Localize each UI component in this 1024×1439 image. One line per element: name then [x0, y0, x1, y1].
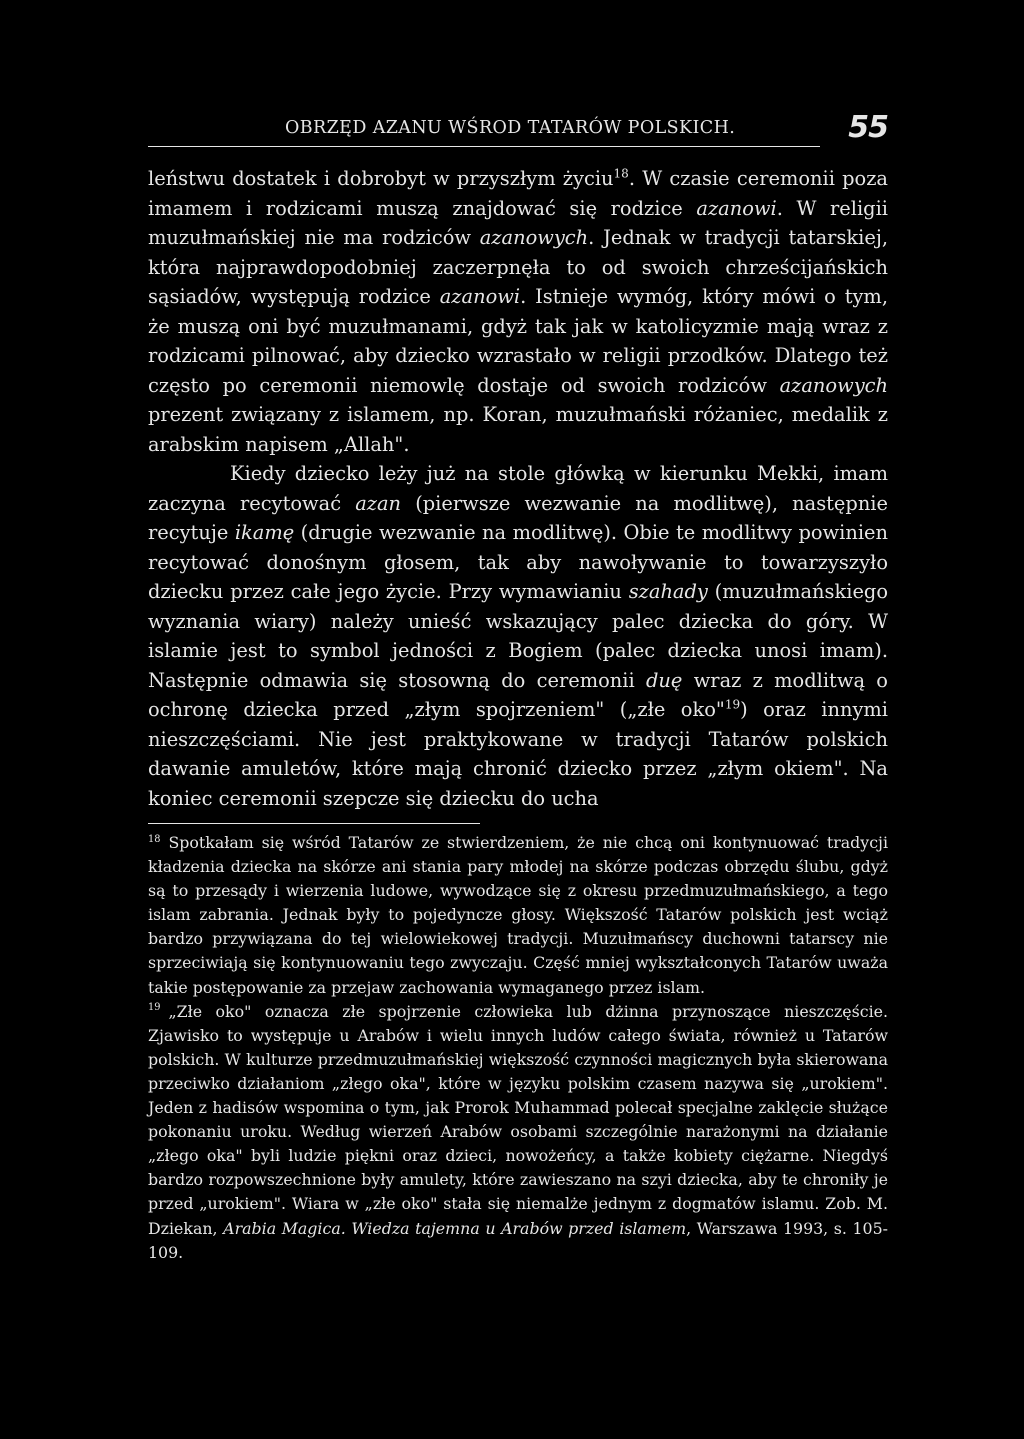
italic-term: azanowych: [779, 373, 888, 397]
italic-term: duę: [646, 668, 683, 692]
text-run: Spotkałam się wśród Tatarów ze stwierdzeniem, że nie chcą oni kontynuować tradycji kładzenia dziecka na skórze ani stania pary młodej na skórze podczas obrzędu ślubu, gdyż są to przesądy i wierzenia ludowe, wywodzące się z okresu przedmuzułmańskiego, a tego islam zabrania. Jednak były to pojedyncze głosy. Większość Tatarów polskich jest wciąż bardzo przywiązana do tej wielowiekowej tradycji. Muzułmańscy duchowni tatarscy nie sprzeciwiają się kontynuowaniu tego zwyczaju. Część mniej wykształconych Tatarów uważa takie postępowanie za przejaw zachowania wymaganego przez islam.: [148, 833, 888, 997]
text-run: . W religii muzułmańskiej nie ma rodziców: [148, 196, 888, 249]
text-run: ) oraz innymi nieszczęściami. Nie jest praktykowane w tradycji Tatarów polskich dawanie amuletów, które mają chronić dziecko przez „złym okiem". Na koniec ceremonii szepcze się dziecku do ucha: [148, 698, 888, 810]
italic-term: ikamę: [234, 521, 295, 544]
italic-term: azanowi: [696, 196, 777, 220]
text-run: Kiedy dziecko leży już na stole główką w kierunku Mekki, imam zaczyna recytować: [148, 462, 888, 515]
text-run: . Istnieje wymóg, który mówi o tym, że muszą oni być muzułmanami, gdyż tak jak w katolicyzmie mają wraz z rodzicami pilnować, aby dziecko wzrastało w religii przodków. Dlatego też często po ceremonii niemowlę dostaje od swoich rodziców: [148, 285, 888, 397]
footnote-marker: 19: [724, 697, 741, 712]
main-text: [148, 164, 888, 813]
footnote-marker: 18: [148, 833, 161, 845]
text-run: (drugie wezwanie na modlitwę). Obie te modlitwy powinien recytować donośnym głosem, tak aby nawoływanie to towarzyszyło dziecku przez całe jego życie. Przy wymawianiu: [148, 521, 888, 603]
text-run: , Warszawa 1993, s. 105-109.: [148, 1218, 888, 1262]
footnote-rule: [148, 823, 480, 824]
paragraph: [148, 459, 888, 813]
text-run: wraz z modlitwą o ochronę dziecka przed „złym spojrzeniem" („złe oko": [148, 668, 888, 721]
footnote-18: [148, 831, 888, 1000]
page-header: [148, 108, 888, 158]
text-run: . W czasie ceremonii poza imamem i rodzicami muszą znajdować się rodzice: [148, 167, 888, 220]
paragraph: [148, 164, 888, 459]
text-run: . Jednak w tradycji tatarskiej, która najprawdopodobniej zaczerpnęła to od swoich chrześcijańskich sąsiadów, występują rodzice: [148, 226, 888, 308]
text-run: prezent związany z islamem, np. Koran, muzułmański różaniec, medalik z arabskim napisem „Allah".: [148, 403, 888, 456]
footnotes: [148, 831, 888, 1265]
italic-term: azanowi: [439, 285, 521, 308]
footnote-marker: 19: [148, 1002, 161, 1014]
footnote-19: [148, 1000, 888, 1265]
italic-term: Arabia Magica. Wiedza tajemna u Arabów przed islamem: [223, 1218, 687, 1238]
italic-term: azan: [355, 491, 402, 515]
text-run: (pierwsze wezwanie na modlitwę), następnie recytuje: [148, 491, 888, 544]
running-title: OBRZĘD AZANU WŚROD TATARÓW POLSKICH.: [285, 118, 736, 138]
page-number: 55: [848, 110, 888, 145]
header-rule: [148, 146, 820, 147]
footnote-marker: 18: [613, 166, 629, 181]
italic-term: azanowych: [479, 226, 589, 249]
italic-term: szahady: [628, 580, 708, 603]
text-run: (muzułmańskiego wyznania wiary) należy unieść wskazujący palec dziecka do góry. W islamie jest to symbol jedności z Bogiem (palec dziecka unosi imam). Następnie odmawia się stosowną do ceremonii: [148, 580, 889, 692]
text-run: leństwu dostatek i dobrobyt w przyszłym życiu: [148, 167, 614, 190]
text-run: „Złe oko" oznacza złe spojrzenie człowieka lub dżinna przynoszące nieszczęście. Zjawisko to występuje u Arabów i wielu innych ludów całego świata, również u Tatarów polskich. W kulturze przedmuzułmańskiej większość czynności magicznych była skierowana przeciwko działaniom „złego oka", które w języku polskim czasem nazywa się „urokiem". Jeden z hadisów wspomina o tym, jak Prorok Muhammad polecał specjalne zaklęcie służące pokonaniu uroku. Według wierzeń Arabów osobami szczególnie narażonymi na działanie „złego oka" byli ludzie piękni oraz dzieci, nowożeńcy, a także kobiety ciężarne. Niegdyś bardzo rozpowszechnione były amulety, które zawieszano na szyi dziecka, aby te chroniły je przed „urokiem". Wiara w „złe oko" stała się niemalże jednym z dogmatów islamu. Zob. M. Dziekan,: [148, 1001, 888, 1238]
